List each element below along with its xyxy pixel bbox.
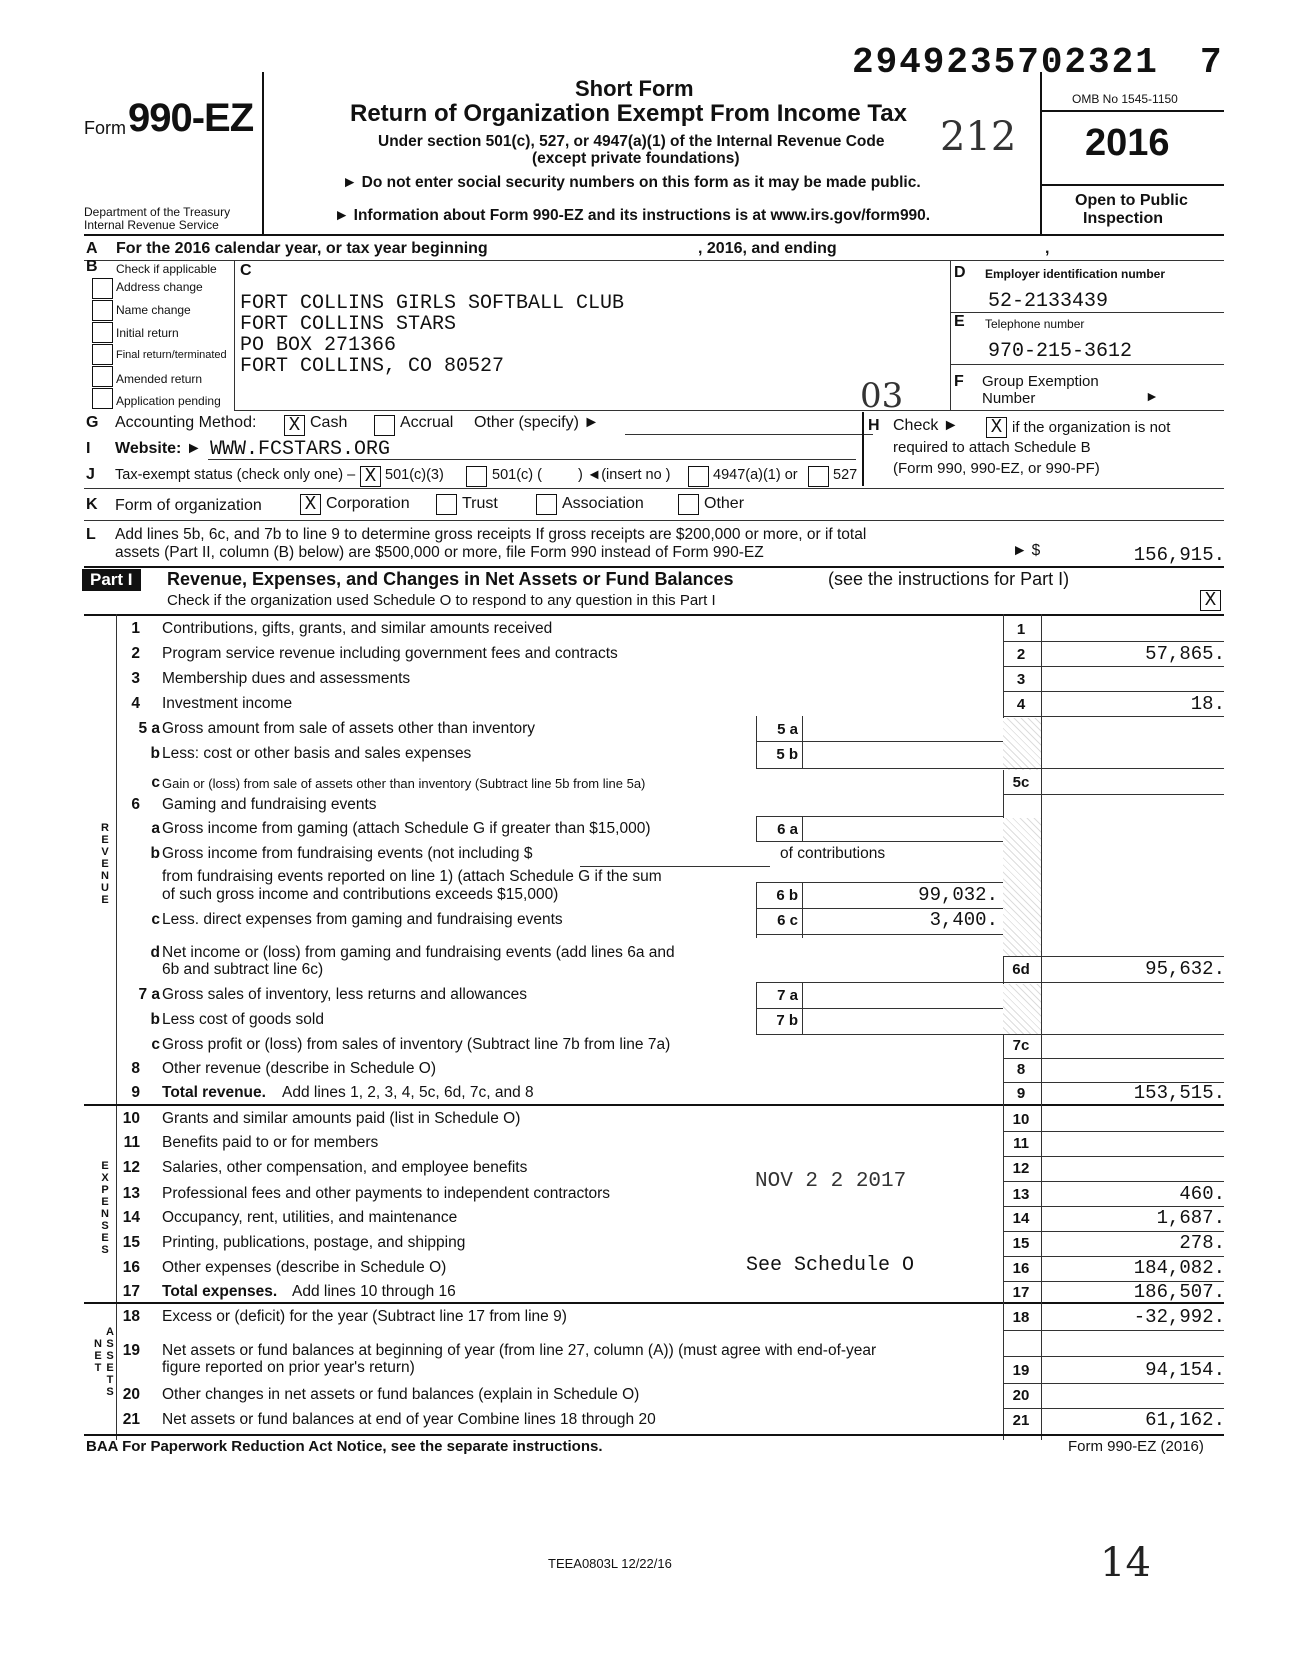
check-if-applicable: Check if applicable	[116, 262, 217, 276]
line-1-text: Contributions, gifts, grants, and similar amounts received	[162, 620, 553, 637]
telephone-value[interactable]: 970-215-3612	[988, 340, 1133, 363]
line-19-text-continued: figure reported on prior year's return)	[162, 1359, 415, 1376]
line-13-text: Professional fees and other payments to independent contractors	[162, 1185, 611, 1202]
form-title: Return of Organization Exempt From Income Tax	[350, 100, 907, 127]
line-number: 6	[131, 796, 140, 813]
organization-name[interactable]: FORT COLLINS GIRLS SOFTBALL CLUB	[240, 292, 625, 315]
form-of-organization-label: Form of organization	[115, 497, 262, 514]
other-method-field[interactable]	[625, 434, 873, 435]
line-5c-text: Gain or (loss) from sale of assets other than inventory (Subtract line 5b from line 5a)	[162, 776, 646, 791]
line-box-number: 15	[1012, 1235, 1030, 1252]
line-number: 3	[131, 670, 140, 687]
line-box-number: 18	[1012, 1309, 1030, 1326]
line-letter: b	[150, 845, 160, 862]
line-6d-text-continued: 6b and subtract line 6c)	[162, 961, 324, 978]
line-7a-text: Gross sales of inventory, less returns and allowances	[162, 986, 527, 1003]
line-19-value[interactable]: 94,154.	[1145, 1359, 1225, 1381]
line-box-number: 20	[1012, 1387, 1030, 1404]
line-19-text: Net assets or fund balances at beginning of year (from line 27, column (A)) (must agree with end-of-year	[162, 1342, 877, 1359]
line-box-number: 16	[1012, 1260, 1030, 1277]
section-a-letter: A	[86, 240, 98, 257]
handwritten-annotation: 212	[940, 114, 1017, 160]
subline-box-number: 6 b	[776, 887, 798, 904]
department-name: Department of the Treasury	[84, 205, 231, 219]
header-divider-right	[1040, 72, 1042, 234]
website-label: Website: ►	[115, 440, 202, 457]
line-12-text: Salaries, other compensation, and employee benefits	[162, 1159, 528, 1176]
line-letter: c	[151, 1036, 160, 1053]
schedule-b-line2: required to attach Schedule B	[893, 439, 1091, 456]
line-number: 15	[122, 1234, 140, 1251]
association-label: Association	[562, 495, 644, 512]
other-method-label: Other (specify) ►	[474, 414, 600, 431]
paperwork-notice: BAA For Paperwork Reduction Act Notice, see the separate instructions.	[86, 1438, 603, 1455]
line-box-number: 13	[1012, 1186, 1030, 1203]
501c3-checkbox[interactable]: X	[360, 466, 381, 487]
line-9-value[interactable]: 153,515.	[1133, 1082, 1225, 1104]
final-return-checkbox[interactable]	[92, 344, 113, 365]
line-17-value[interactable]: 186,507.	[1133, 1281, 1225, 1303]
section-j-letter: J	[86, 466, 95, 483]
received-date-stamp: NOV 2 2 2017	[755, 1170, 907, 1193]
line-number: 14	[122, 1209, 140, 1226]
section-g-letter: G	[86, 414, 99, 431]
line-number: 8	[131, 1060, 140, 1077]
instructions-notice: ► Information about Form 990-EZ and its instructions is at www.irs.gov/form990.	[334, 207, 931, 224]
subline-box-number: 5 a	[777, 721, 798, 738]
line-letter: c	[151, 911, 160, 928]
line-5b-text: Less: cost or other basis and sales expenses	[162, 745, 472, 762]
form-title-short: Short Form	[575, 76, 694, 101]
ein-label: Employer identification number	[985, 267, 1166, 281]
inspection-label: Inspection	[1083, 210, 1164, 227]
501c3-label: 501(c)(3)	[385, 467, 444, 483]
line-6c-text: Less. direct expenses from gaming and fundraising events	[162, 911, 563, 928]
part-title-note: (see the instructions for Part I)	[828, 569, 1070, 589]
line-7c-text: Gross profit or (loss) from sales of inventory (Subtract line 7b from line 7a)	[162, 1036, 671, 1053]
527-label: 527	[833, 467, 858, 483]
line-11-text: Benefits paid to or for members	[162, 1134, 379, 1151]
header-bottom-rule	[84, 234, 1224, 236]
gross-receipts-arrow: ► $	[1012, 542, 1041, 559]
line-box-number: 7c	[1012, 1037, 1030, 1054]
line-number: 20	[122, 1386, 140, 1403]
tax-year-ending: , 2016, and ending	[698, 240, 837, 257]
section-h-letter: H	[868, 417, 880, 434]
website-value[interactable]: WWW.FCSTARS.ORG	[210, 438, 391, 461]
line-6b-text-continued: from fundraising events reported on line 1) (attach Schedule G if the sum	[162, 868, 662, 885]
line-number: 21	[122, 1411, 140, 1428]
line-box-number: 5c	[1012, 774, 1030, 791]
line-box-number: 1	[1016, 621, 1026, 638]
line-box-number: 19	[1012, 1362, 1030, 1379]
line-6d-text: Net income or (loss) from gaming and fundraising events (add lines 6a and	[162, 944, 675, 961]
expenses-side-label: E X P E N S E S	[101, 1160, 109, 1256]
subline-box-number: 7 a	[777, 987, 798, 1004]
line-number: 17	[122, 1283, 140, 1300]
subline-box-number: 7 b	[776, 1012, 798, 1029]
line-letter: b	[150, 745, 160, 762]
line-letter: c	[151, 774, 160, 791]
line-number: 9	[131, 1084, 140, 1101]
net-side-label: N E T	[94, 1338, 102, 1374]
line-4-text: Investment income	[162, 695, 293, 712]
cash-checkbox[interactable]: X	[284, 415, 305, 436]
line-number: 11	[123, 1134, 140, 1151]
section-i-letter: I	[86, 440, 91, 457]
line-box-number: 8	[1016, 1061, 1026, 1078]
form-subtitle: Under section 501(c), 527, or 4947(a)(1) of the Internal Revenue Code	[378, 133, 885, 150]
gross-receipts-line2: assets (Part II, column (B) below) are $500,000 or more, file Form 990 instead of Form 990-EZ	[115, 544, 764, 561]
tax-exempt-status-label: Tax-exempt status (check only one) –	[115, 467, 356, 483]
line-6b-value[interactable]: 99,032.	[918, 884, 998, 906]
see-schedule-o-note: See Schedule O	[746, 1254, 915, 1277]
line-number: 16	[122, 1259, 140, 1276]
section-k-letter: K	[86, 496, 98, 513]
group-exemption-label: Group Exemption	[982, 373, 1099, 390]
handwritten-code: 03	[860, 376, 904, 416]
initial-return-checkbox[interactable]	[92, 322, 113, 343]
schedule-o-check-text: Check if the organization used Schedule O to respond to any question in this Part I	[167, 592, 716, 609]
corporation-label: Corporation	[326, 495, 410, 512]
doing-business-as[interactable]: FORT COLLINS STARS	[240, 313, 457, 336]
line-10-text: Grants and similar amounts paid (list in Schedule O)	[162, 1110, 521, 1127]
line-20-text: Other changes in net assets or fund balances (explain in Schedule O)	[162, 1386, 640, 1403]
accrual-checkbox[interactable]	[374, 415, 395, 436]
line-18-text: Excess or (deficit) for the year (Subtract line 17 from line 9)	[162, 1308, 567, 1325]
line-15-value[interactable]: 278.	[1179, 1232, 1225, 1254]
line-6b-text: Gross income from fundraising events (not including $	[162, 845, 533, 862]
name-change-checkbox[interactable]	[92, 300, 113, 321]
subline-box-number: 6 c	[777, 912, 798, 929]
accrual-label: Accrual	[400, 414, 454, 431]
line-2-value[interactable]: 57,865.	[1145, 643, 1225, 665]
tax-year-line: For the 2016 calendar year, or tax year beginning	[116, 240, 488, 257]
trust-label: Trust	[462, 495, 498, 512]
line-8-text: Other revenue (describe in Schedule O)	[162, 1060, 436, 1077]
line-box-number: 4	[1016, 696, 1026, 713]
revenue-side-label: R E V E N U E	[101, 822, 109, 906]
form-number: 990-EZ	[128, 96, 254, 140]
line-box-number: 10	[1012, 1111, 1030, 1128]
amended-return-checkbox[interactable]	[92, 366, 113, 387]
line-number: 18	[122, 1308, 140, 1325]
line-number: 7 a	[138, 986, 160, 1003]
schedule-b-checkbox[interactable]: X	[986, 417, 1007, 438]
mailing-address[interactable]: PO BOX 271366	[240, 334, 397, 357]
cash-label: Cash	[310, 414, 348, 431]
line-15-text: Printing, publications, postage, and shipping	[162, 1234, 466, 1251]
line-14-value[interactable]: 1,687.	[1156, 1207, 1225, 1229]
527-checkbox[interactable]	[808, 466, 829, 487]
line-letter: d	[150, 944, 160, 961]
group-exemption-number-label: Number	[982, 390, 1036, 407]
section-c-letter: C	[240, 262, 252, 279]
line-16-text: Other expenses (describe in Schedule O)	[162, 1259, 447, 1276]
handwritten-page-number: 14	[1100, 1540, 1151, 1586]
section-e-letter: E	[954, 313, 965, 330]
application-pending-label: Application pending	[116, 394, 221, 408]
trust-checkbox[interactable]	[436, 494, 457, 515]
line-number: 13	[122, 1185, 140, 1202]
line-6-text: Gaming and fundraising events	[162, 796, 377, 813]
schedule-b-line3: (Form 990, 990-EZ, or 990-PF)	[893, 460, 1100, 477]
line-2-text: Program service revenue including government fees and contracts	[162, 645, 618, 662]
line-6b-text-contributions: of contributions	[780, 845, 886, 862]
final-return-label: Final return/terminated	[116, 349, 227, 361]
line-number: 12	[122, 1159, 140, 1176]
line-9-text-rest: Add lines 1, 2, 3, 4, 5c, 6d, 7c, and 8	[282, 1084, 534, 1101]
form-subtitle-exception: (except private foundations)	[532, 150, 740, 167]
subline-box-number: 5 b	[776, 746, 798, 763]
line-box-number: 21	[1012, 1412, 1030, 1429]
agency-name: Internal Revenue Service	[84, 218, 219, 232]
document-locator-suffix: 7	[1200, 42, 1222, 83]
corporation-checkbox[interactable]: X	[300, 494, 321, 515]
section-f-letter: F	[954, 373, 964, 390]
line-box-number: 14	[1012, 1210, 1030, 1227]
line-box-number: 2	[1016, 646, 1026, 663]
association-checkbox[interactable]	[536, 494, 557, 515]
line-6b-text-end: of such gross income and contributions exceeds $15,000)	[162, 886, 559, 903]
omb-number: OMB No 1545-1150	[1072, 92, 1178, 106]
form-label: Form	[84, 118, 126, 138]
city-state-zip[interactable]: FORT COLLINS, CO 80527	[240, 355, 505, 378]
line-number: 2	[131, 645, 140, 662]
section-b-letter: B	[86, 258, 98, 275]
section-d-letter: D	[954, 264, 966, 281]
line-4-value[interactable]: 18.	[1190, 693, 1225, 715]
line-13-value[interactable]: 460.	[1179, 1183, 1225, 1205]
4947a1-label: 4947(a)(1) or	[713, 467, 798, 483]
line-21-value[interactable]: 61,162.	[1145, 1409, 1225, 1431]
line-box-number: 12	[1012, 1160, 1030, 1177]
501c-insert-label: ) ◄(insert no )	[578, 467, 671, 483]
line-box-number: 11	[1013, 1135, 1029, 1152]
line-3-text: Membership dues and assessments	[162, 670, 411, 687]
line-14-text: Occupancy, rent, utilities, and maintenance	[162, 1209, 458, 1226]
open-to-public: Open to Public	[1075, 192, 1188, 209]
line-number: 19	[122, 1342, 140, 1359]
line-number: 5 a	[138, 720, 160, 737]
part-title: Revenue, Expenses, and Changes in Net Assets or Fund Balances	[167, 569, 734, 589]
line-6c-value[interactable]: 3,400.	[929, 909, 998, 931]
line-letter: a	[151, 820, 160, 837]
schedule-o-checkbox[interactable]: X	[1200, 590, 1221, 611]
line-17-text: Total expenses.	[162, 1283, 278, 1300]
part-label: Part I	[82, 569, 141, 591]
tax-year: 2016	[1085, 122, 1170, 164]
other-org-label: Other	[704, 495, 745, 512]
document-locator-number: 2949235702321	[852, 42, 1159, 83]
application-pending-checkbox[interactable]	[92, 388, 113, 409]
tax-year-end-comma: ,	[1045, 240, 1050, 257]
line-17-text-rest: Add lines 10 through 16	[292, 1283, 456, 1300]
line-16-value[interactable]: 184,082.	[1133, 1257, 1225, 1279]
contributions-amount-field[interactable]	[580, 866, 770, 867]
software-code: TEEA0803L 12/22/16	[548, 1556, 672, 1571]
subline-box-number: 6 a	[777, 821, 798, 838]
line-5a-text: Gross amount from sale of assets other than inventory	[162, 720, 536, 737]
gross-receipts-value[interactable]: 156,915.	[1133, 544, 1225, 566]
line-number: 10	[122, 1110, 140, 1127]
initial-return-label: Initial return	[116, 326, 179, 340]
line-number: 4	[131, 695, 140, 712]
address-change-label: Address change	[116, 280, 203, 294]
gross-receipts-line1: Add lines 5b, 6c, and 7b to line 9 to determine gross receipts If gross receipts are $200,000 or more, or if total	[115, 526, 867, 543]
name-change-label: Name change	[116, 303, 191, 317]
section-l-letter: L	[86, 526, 96, 543]
part-bottom-rule	[84, 1434, 1224, 1436]
line-box-number: 9	[1016, 1085, 1026, 1102]
line-box-number: 17	[1012, 1284, 1030, 1301]
schedule-b-line1: if the organization is not	[1012, 419, 1171, 436]
ssn-notice: ► Do not enter social security numbers on this form as it may be made public.	[342, 174, 921, 191]
501c-checkbox[interactable]	[466, 466, 487, 487]
line-box-number: 3	[1016, 671, 1026, 688]
line-18-value[interactable]: -32,992.	[1133, 1306, 1225, 1328]
501c-label: 501(c) (	[492, 467, 542, 483]
arrow-icon: ►	[1145, 388, 1159, 404]
form-reference: Form 990-EZ (2016)	[1068, 1438, 1204, 1455]
line-6a-text: Gross income from gaming (attach Schedule G if greater than $15,000)	[162, 820, 651, 837]
line-box-number: 6d	[1012, 961, 1030, 978]
line-21-text: Net assets or fund balances at end of year Combine lines 18 through 20	[162, 1411, 656, 1428]
header-divider-left	[262, 72, 264, 234]
amended-return-label: Amended return	[116, 372, 203, 386]
line-number: 1	[131, 620, 140, 637]
line-6d-value[interactable]: 95,632.	[1145, 958, 1225, 980]
other-org-checkbox[interactable]	[678, 494, 699, 515]
line-7b-text: Less cost of goods sold	[162, 1011, 324, 1028]
assets-side-label: A S S E T S	[106, 1326, 114, 1398]
accounting-method-label: Accounting Method:	[115, 414, 257, 431]
telephone-label: Telephone number	[985, 317, 1085, 331]
address-change-checkbox[interactable]	[92, 278, 113, 299]
ein-value[interactable]: 52-2133439	[988, 290, 1109, 313]
line-letter: b	[150, 1011, 160, 1028]
line-9-text: Total revenue.	[162, 1084, 266, 1101]
schedule-b-check-label: Check ►	[893, 417, 959, 434]
4947a1-checkbox[interactable]	[688, 466, 709, 487]
